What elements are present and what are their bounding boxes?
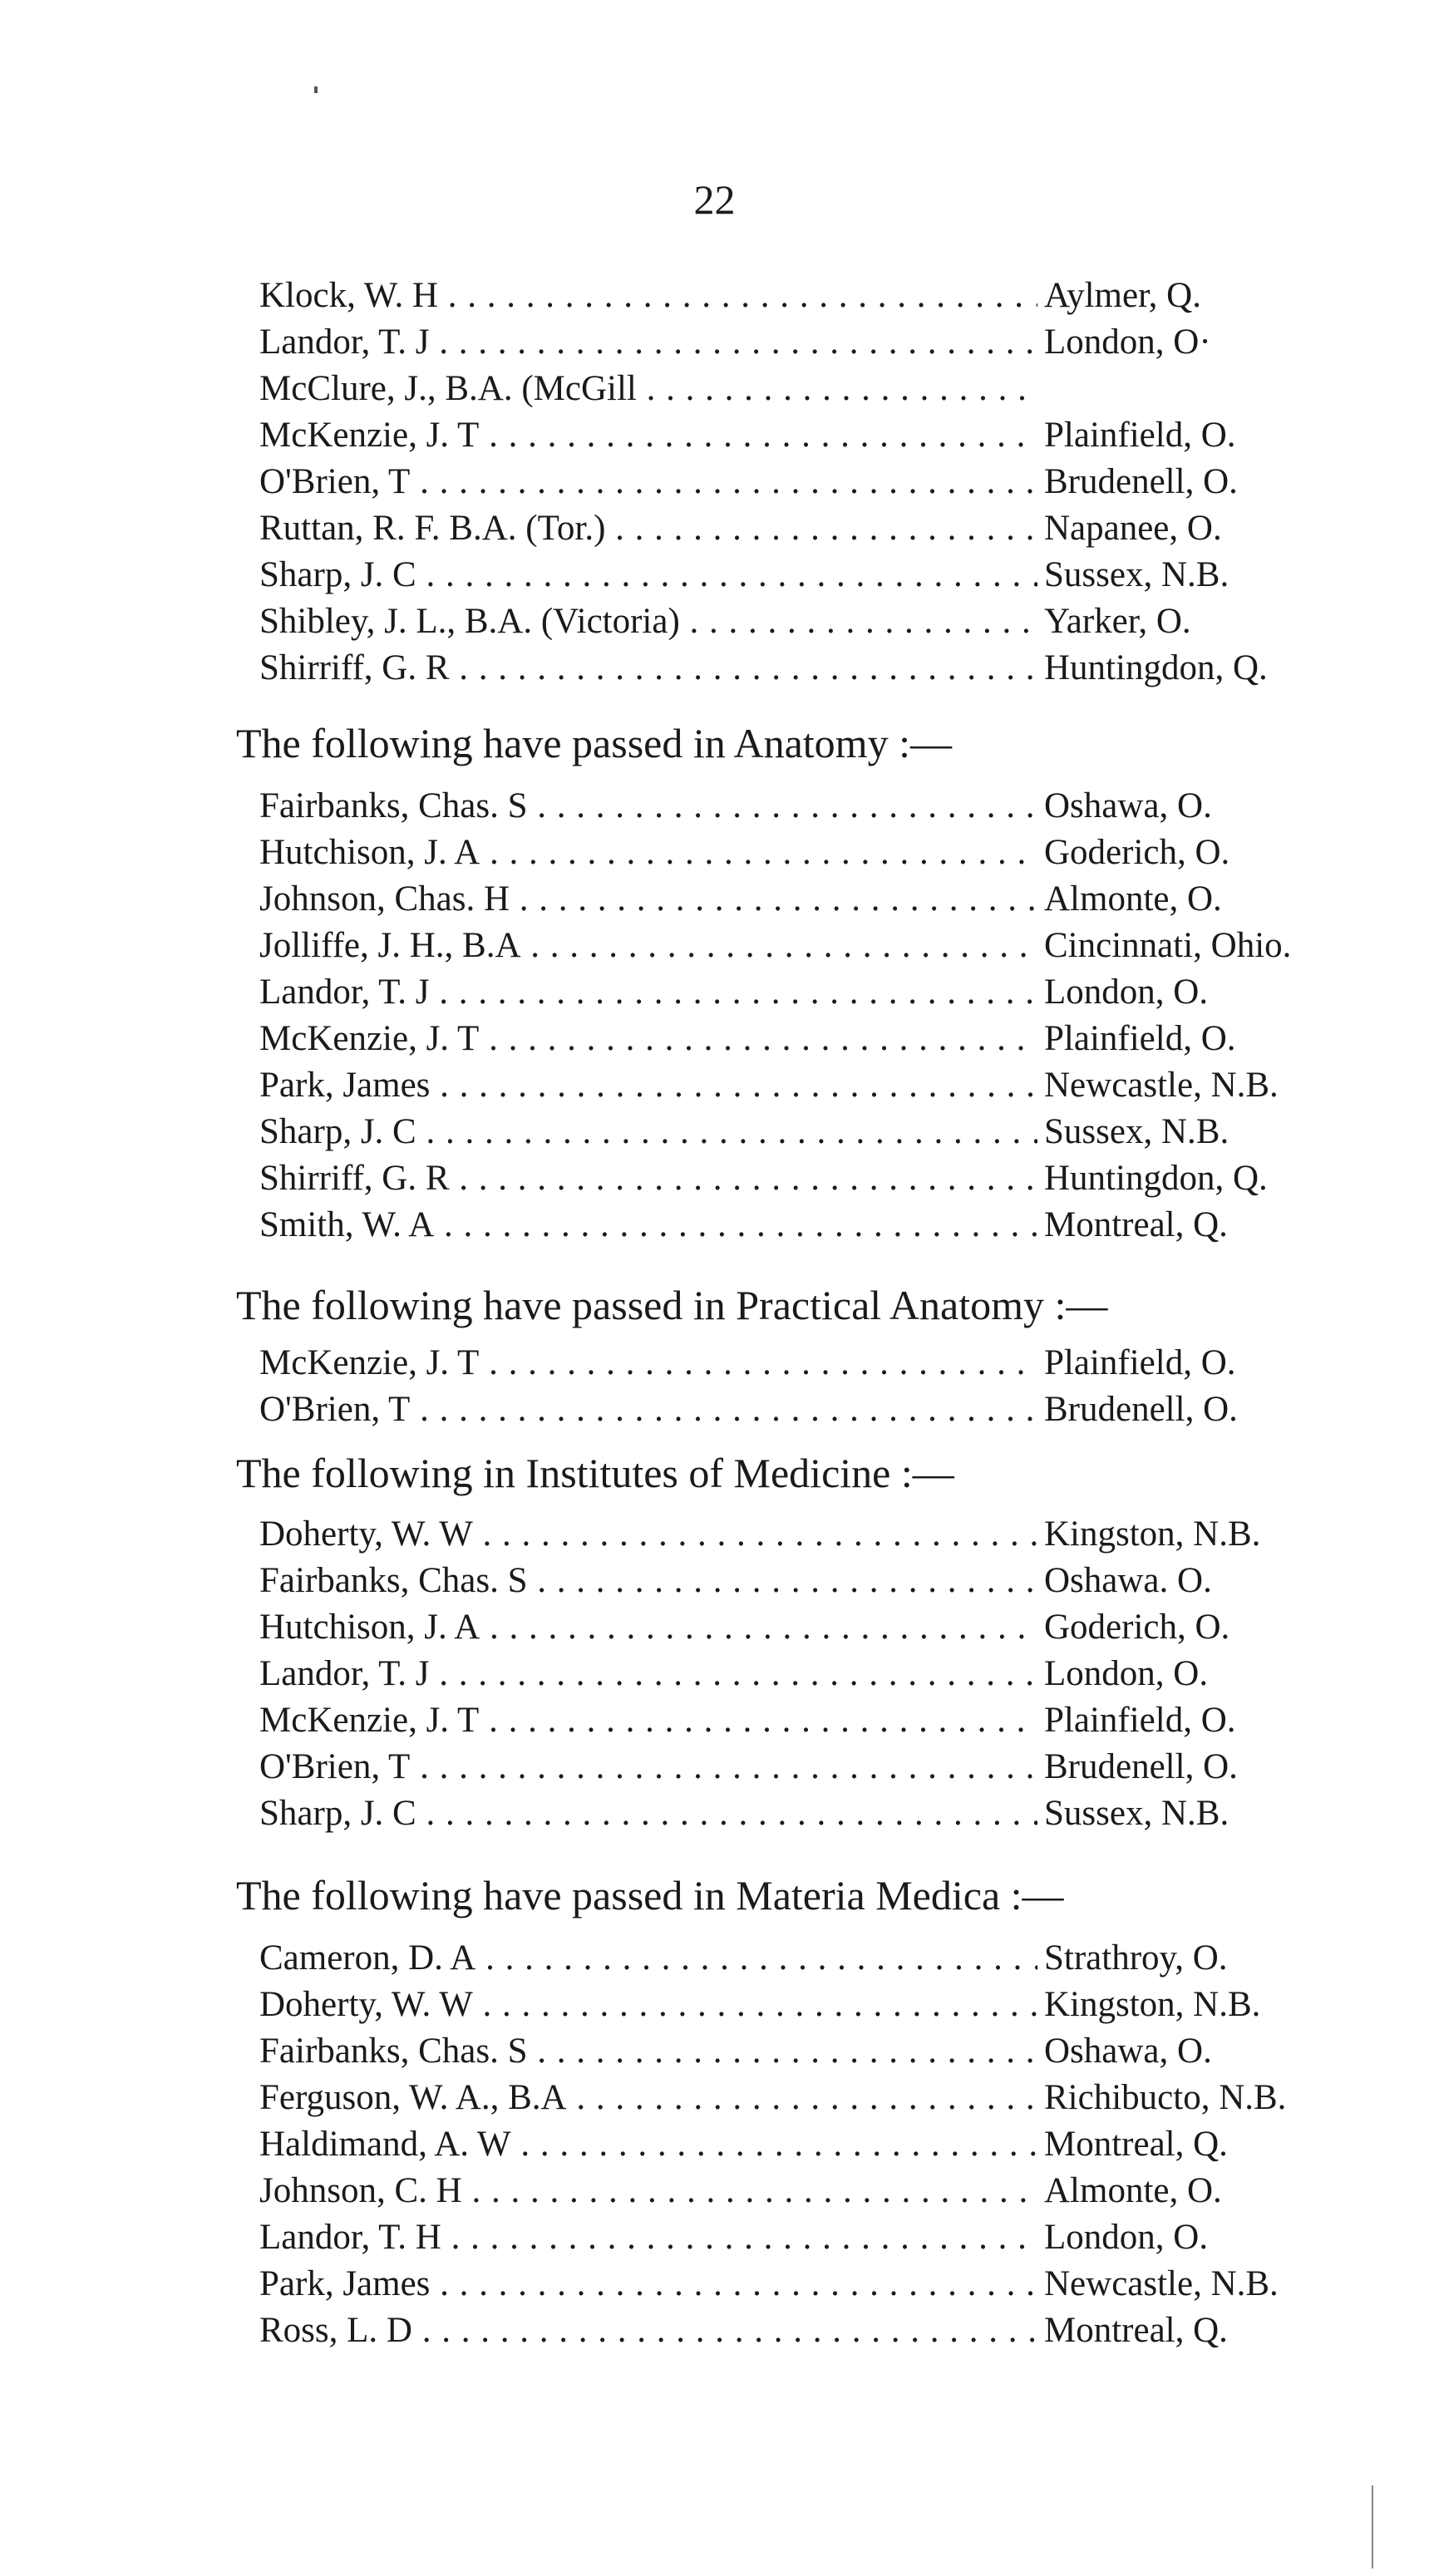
list-item <box>259 1744 1307 1790</box>
list-item <box>259 1062 1307 1109</box>
section-heading: The following in Institutes of Medicine :— <box>236 1450 954 1496</box>
list-item <box>259 2308 1307 2354</box>
entry-name: Ferguson, W. A., B.A . . . <box>259 2075 1037 2121</box>
list-item <box>259 2214 1307 2261</box>
entry-name: Ruttan, R. F. B.A. (Tor.) . . . <box>259 505 1037 552</box>
entry-place: Goderich, O. <box>1044 1608 1230 1647</box>
entry-place: London, O. <box>1044 2218 1209 2257</box>
entry-place: Montreal, Q. <box>1044 1205 1228 1244</box>
entry-name: McKenzie, J. T . . . <box>259 1697 1037 1744</box>
entry-name: Park, James . . . <box>259 1062 1037 1109</box>
entry-place: Montreal, Q. <box>1044 2311 1228 2350</box>
entry-place: London, O· <box>1044 323 1211 362</box>
list-item <box>259 1340 1307 1387</box>
entry-place: Cincinnati, Ohio. <box>1044 926 1292 965</box>
list-item <box>259 830 1307 876</box>
list-item <box>259 1790 1307 1837</box>
list-item <box>259 2075 1307 2121</box>
entry-name: Sharp, J. C . . . <box>259 552 1037 598</box>
list-item <box>259 1651 1307 1697</box>
entry-place: Yarker, O. <box>1044 602 1191 641</box>
entry-name: Johnson, C. H . . . <box>259 2168 1037 2214</box>
entry-name: Shirriff, G. R . . . <box>259 645 1037 692</box>
list-item <box>259 273 1307 319</box>
list-item <box>259 505 1307 552</box>
list-item <box>259 552 1307 598</box>
list-item <box>259 366 1307 412</box>
entry-place: Goderich, O. <box>1044 833 1230 872</box>
entry-name: McKenzie, J. T . . . <box>259 1016 1037 1062</box>
list-item <box>259 598 1307 645</box>
section-heading: The following have passed in Practical Anatomy :— <box>236 1282 1108 1328</box>
list-item <box>259 1935 1307 1982</box>
entry-name: Fairbanks, Chas. S . . . <box>259 783 1037 830</box>
scan-edge-line <box>1372 2485 1373 2569</box>
entry-name: Jolliffe, J. H., B.A . . . <box>259 923 1037 969</box>
entry-place: Richibucto, N.B. <box>1044 2078 1287 2117</box>
list-item <box>259 923 1307 969</box>
entry-place: Aylmer, Q. <box>1044 276 1201 315</box>
entry-name: Fairbanks, Chas. S . . . <box>259 2028 1037 2075</box>
entry-name: Johnson, Chas. H . . . <box>259 876 1037 923</box>
list-item <box>259 1387 1307 1433</box>
entry-name: Doherty, W. W . . . <box>259 1982 1037 2028</box>
entry-place: Brudenell, O. <box>1044 1747 1238 1786</box>
entry-place: Oshawa, O. <box>1044 2032 1212 2071</box>
entry-name: Shirriff, G. R . . . <box>259 1155 1037 1202</box>
entry-place: Plainfield, O. <box>1044 416 1236 455</box>
list-item <box>259 1109 1307 1155</box>
list-item <box>259 969 1307 1016</box>
entry-place: Plainfield, O. <box>1044 1343 1236 1382</box>
entry-place: Almonte, O. <box>1044 879 1222 919</box>
entry-place: Napanee, O. <box>1044 509 1222 548</box>
entry-name: Sharp, J. C . . . <box>259 1790 1037 1837</box>
entry-name: O'Brien, T . . . <box>259 1387 1037 1433</box>
entry-name: Landor, T. H . . . <box>259 2214 1037 2261</box>
entry-name: O'Brien, T . . . <box>259 1744 1037 1790</box>
list-item <box>259 1697 1307 1744</box>
entry-name: Haldimand, A. W . . . <box>259 2121 1037 2168</box>
entry-name: O'Brien, T . . . <box>259 459 1037 505</box>
entry-place: Oshawa, O. <box>1044 786 1212 825</box>
entry-place: Brudenell, O. <box>1044 1390 1238 1429</box>
list-item <box>259 2261 1307 2308</box>
section-heading: The following have passed in Materia Medica :— <box>236 1872 1064 1918</box>
entry-place: Huntingdon, Q. <box>1044 648 1268 687</box>
entry-name: Ross, L. D . . . <box>259 2308 1037 2354</box>
list-item <box>259 1155 1307 1202</box>
entry-place: Oshawa. O. <box>1044 1561 1212 1600</box>
list-item <box>259 1982 1307 2028</box>
list-item <box>259 2168 1307 2214</box>
entry-name: Landor, T. J . . . <box>259 1651 1037 1697</box>
entry-name: McClure, J., B.A. (McGill . . . <box>259 366 1037 412</box>
list-item <box>259 1604 1307 1651</box>
list-item <box>259 412 1307 459</box>
entry-place: Almonte, O. <box>1044 2171 1222 2210</box>
entry-place: Kingston, N.B. <box>1044 1985 1261 2024</box>
entry-name: Klock, W. H . . . <box>259 273 1037 319</box>
entry-name: Landor, T. J . . . <box>259 969 1037 1016</box>
entry-name: Shibley, J. L., B.A. (Victoria) . . . <box>259 598 1037 645</box>
entry-place: Kingston, N.B. <box>1044 1515 1261 1554</box>
entry-name: Landor, T. J . . . <box>259 319 1037 366</box>
list-item <box>259 2121 1307 2168</box>
list-item <box>259 645 1307 692</box>
entry-name: Park, James . . . <box>259 2261 1037 2308</box>
list-item <box>259 459 1307 505</box>
entry-place: Montreal, Q. <box>1044 2125 1228 2164</box>
entry-place: Sussex, N.B. <box>1044 1794 1229 1833</box>
entry-name: Sharp, J. C . . . <box>259 1109 1037 1155</box>
entry-name: Fairbanks, Chas. S . . . <box>259 1558 1037 1604</box>
scan-speck <box>314 86 318 93</box>
entry-name: Doherty, W. W . . . <box>259 1511 1037 1558</box>
entry-place: Sussex, N.B. <box>1044 1112 1229 1151</box>
list-item <box>259 1202 1307 1249</box>
entry-name: Hutchison, J. A . . . <box>259 830 1037 876</box>
entry-name: McKenzie, J. T . . . <box>259 1340 1037 1387</box>
entry-place: Huntingdon, Q. <box>1044 1159 1268 1198</box>
entry-name: Cameron, D. A . . . <box>259 1935 1037 1982</box>
page-number: 22 <box>693 176 736 223</box>
entry-place: Plainfield, O. <box>1044 1701 1236 1740</box>
entry-name: Hutchison, J. A . . . <box>259 1604 1037 1651</box>
list-item <box>259 319 1307 366</box>
entry-place: London, O. <box>1044 1654 1209 1693</box>
list-item <box>259 1016 1307 1062</box>
entry-place: Newcastle, N.B. <box>1044 1066 1279 1105</box>
list-item <box>259 2028 1307 2075</box>
entry-place: London, O. <box>1044 973 1209 1012</box>
list-item <box>259 1558 1307 1604</box>
entry-name: McKenzie, J. T . . . <box>259 412 1037 459</box>
list-item <box>259 783 1307 830</box>
section-heading: The following have passed in Anatomy :— <box>236 720 952 766</box>
entry-place: Plainfield, O. <box>1044 1019 1236 1058</box>
entry-place: Newcastle, N.B. <box>1044 2264 1279 2303</box>
entry-place: Sussex, N.B. <box>1044 555 1229 594</box>
entry-name: Smith, W. A . . . <box>259 1202 1037 1249</box>
entry-place: Strathroy, O. <box>1044 1938 1228 1978</box>
entry-place: Brudenell, O. <box>1044 462 1238 501</box>
list-item <box>259 1511 1307 1558</box>
list-item <box>259 876 1307 923</box>
